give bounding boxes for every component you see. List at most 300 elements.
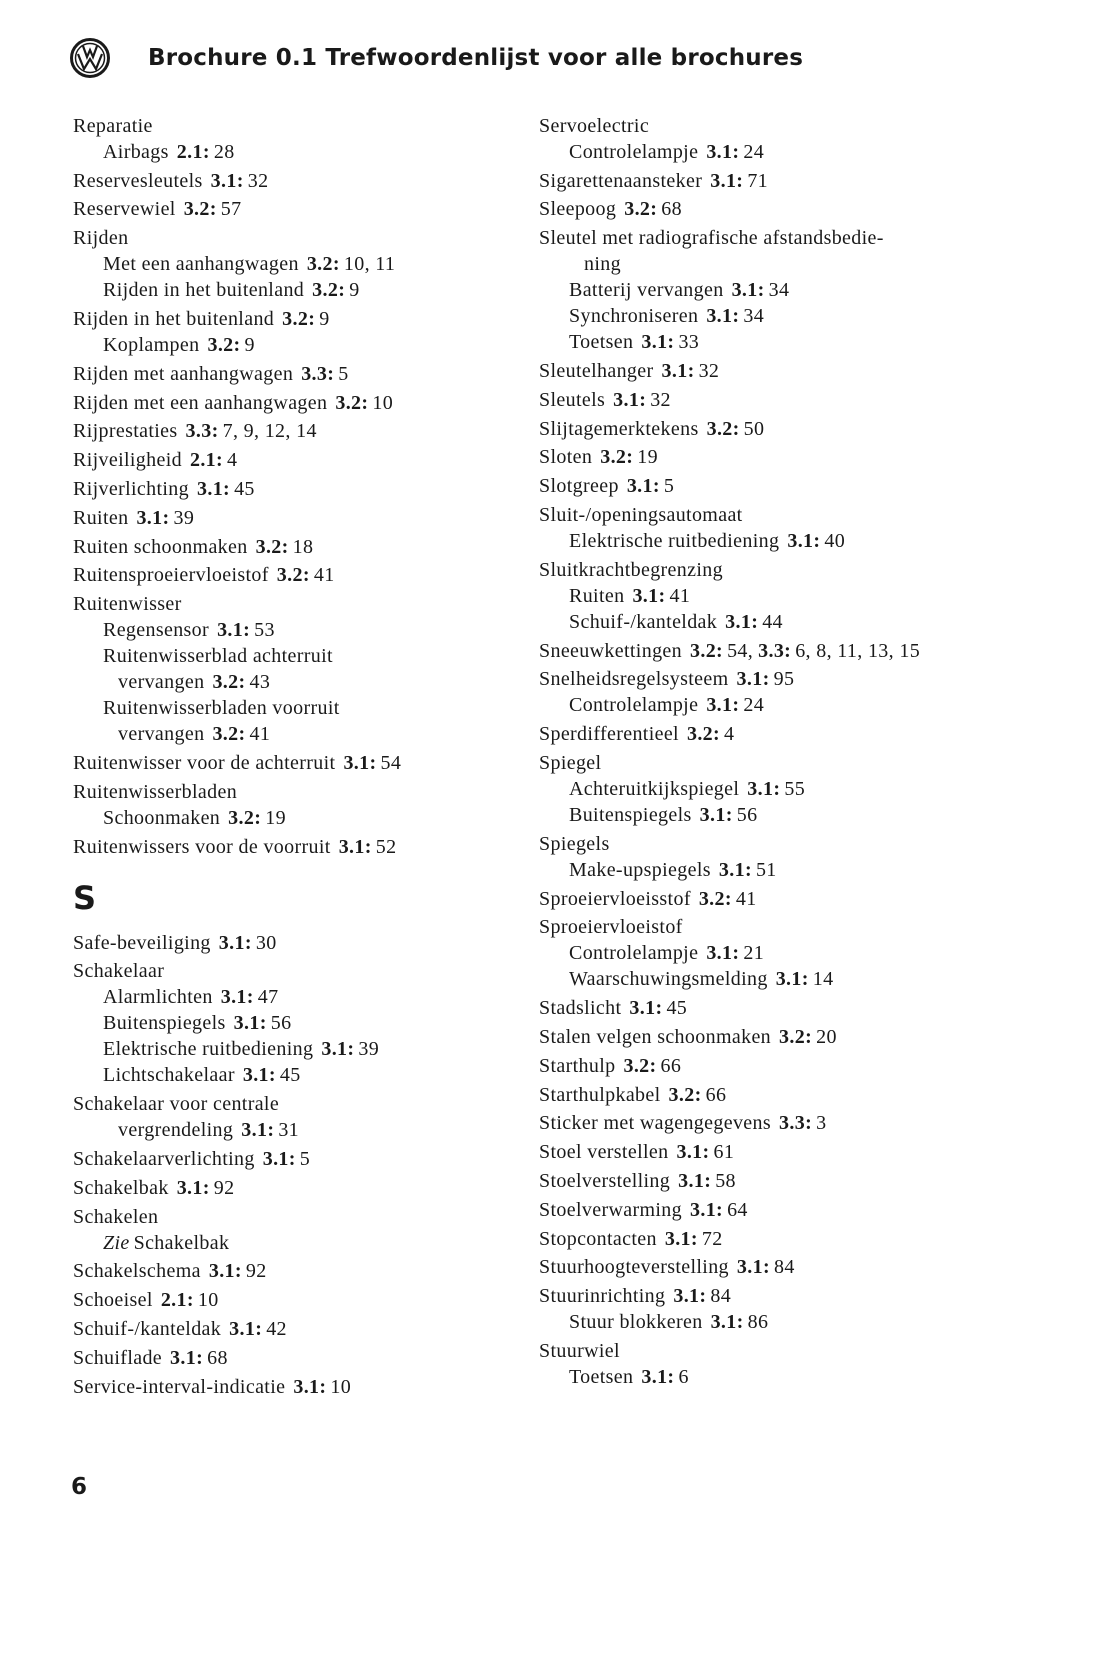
index-entry <box>539 251 999 277</box>
section-reference: 3.2: <box>312 279 346 302</box>
index-entry <box>73 277 513 303</box>
section-reference: 3.2: <box>212 671 246 694</box>
index-term: Starthulpkabel <box>539 1083 661 1106</box>
index-entry <box>73 418 513 444</box>
index-term: Controlelampje <box>569 694 699 717</box>
section-reference: 2.1: <box>160 1289 194 1312</box>
section-reference: 3.1: <box>706 305 740 328</box>
index-term: vervangen <box>118 671 205 694</box>
page-references: 10 <box>197 1289 219 1312</box>
index-term: vergrendeling <box>118 1119 234 1142</box>
page-references: 66 <box>705 1083 727 1106</box>
section-reference: 3.1: <box>664 1227 698 1250</box>
page-references: 40 <box>824 529 846 552</box>
page-references: 57 <box>220 198 242 221</box>
section-reference: 3.1: <box>747 777 781 800</box>
index-term: Stalen velgen schoonmaken <box>539 1025 772 1048</box>
section-reference: 3.1: <box>641 331 675 354</box>
index-entry <box>73 1117 513 1143</box>
index-entry <box>539 528 999 554</box>
section-reference: 3.1: <box>699 803 733 826</box>
section-reference: 3.2: <box>183 198 217 221</box>
index-entry <box>539 557 999 583</box>
index-entry <box>539 1309 999 1335</box>
index-entry <box>73 750 513 776</box>
page-references: 84 <box>710 1285 732 1308</box>
section-reference: 3.1: <box>233 1012 267 1035</box>
section-reference: 3.1: <box>731 279 765 302</box>
index-term: Ruitenwisserbladen <box>73 780 238 803</box>
index-term: Batterij vervangen <box>569 279 724 302</box>
index-term: Sleutelhanger <box>539 359 654 382</box>
index-term: Stoelverwarming <box>539 1198 682 1221</box>
index-term: Stuurhoogteverstelling <box>539 1256 729 1279</box>
index-term: Schoonmaken <box>103 806 221 829</box>
page-references: 20 <box>816 1025 837 1048</box>
index-term: Sticker met wagengegevens <box>539 1112 772 1135</box>
index-entry <box>539 303 999 329</box>
index-entry <box>539 1024 999 1050</box>
index-term: Spiegels <box>539 832 610 855</box>
index-term: Stoelverstelling <box>539 1169 671 1192</box>
section-reference: 3.1: <box>229 1317 263 1340</box>
index-entry <box>73 1091 513 1117</box>
index-entry <box>73 139 513 165</box>
page-references: 39 <box>358 1038 380 1061</box>
section-reference: 3.2: <box>207 333 241 356</box>
section-reference: 2.1: <box>176 140 210 163</box>
page-references: 53 <box>254 619 275 642</box>
index-term: Koplampen <box>103 333 200 356</box>
page-header <box>70 38 803 78</box>
page-references: 19 <box>265 806 286 829</box>
page-references: 28 <box>213 140 235 163</box>
index-entry <box>539 1283 999 1309</box>
page-references: 31 <box>278 1119 300 1142</box>
page-references: 45 <box>234 477 255 500</box>
index-term: Sluit-/openingsautomaat <box>539 503 743 526</box>
index-term: Stuur blokkeren <box>569 1311 703 1334</box>
index-term: Ruitenwisserbladen voorruit <box>103 697 340 720</box>
section-reference: 3.1: <box>629 997 663 1020</box>
index-entry <box>73 591 513 617</box>
index-term: Rijprestaties <box>73 420 178 443</box>
index-entry <box>539 1168 999 1194</box>
page-references: 32 <box>247 169 269 192</box>
page-references: 51 <box>755 858 777 881</box>
index-term: Schakelbak <box>133 1231 230 1254</box>
page-references: 34 <box>743 305 765 328</box>
section-reference: 3.1: <box>710 169 744 192</box>
index-entry <box>539 940 999 966</box>
page-references: 92 <box>213 1176 235 1199</box>
index-term: Ruiten <box>569 584 625 607</box>
index-term: Schakelschema <box>73 1260 201 1283</box>
section-reference: 3.2: <box>212 723 246 746</box>
index-term: Starthulp <box>539 1054 616 1077</box>
section-reference: 3.1: <box>321 1038 355 1061</box>
page-references: 9 <box>244 333 255 356</box>
index-term: Service-interval-indicatie <box>73 1375 286 1398</box>
index-entry <box>539 886 999 912</box>
index-entry <box>539 666 999 692</box>
index-term: Sproeiervloeistof <box>539 916 683 939</box>
index-entry <box>539 329 999 355</box>
page-references: 39 <box>173 506 195 529</box>
index-entry <box>539 776 999 802</box>
index-entry <box>73 113 513 139</box>
index-entry <box>73 306 513 332</box>
index-entry <box>73 447 513 473</box>
index-column-left <box>73 110 513 1400</box>
section-reference: 3.3: <box>758 639 792 662</box>
index-entry <box>539 1364 999 1390</box>
index-term: Buitenspiegels <box>103 1012 226 1035</box>
index-entry <box>539 1139 999 1165</box>
page-references: 21 <box>743 942 765 965</box>
section-reference: 3.2: <box>706 417 740 440</box>
page-references: 64 <box>727 1198 748 1221</box>
index-entry <box>539 277 999 303</box>
index-term: Ruiten <box>73 506 129 529</box>
section-reference: 3.1: <box>736 1256 770 1279</box>
index-term: Elektrische ruitbediening <box>569 529 780 552</box>
index-term: Sneeuwkettingen <box>539 639 682 662</box>
index-term: Sleutel met radiografische afstandsbedie- <box>539 227 884 250</box>
index-entry <box>539 358 999 384</box>
index-entry <box>539 1053 999 1079</box>
page-references: 58 <box>715 1169 736 1192</box>
index-entry <box>73 1175 513 1201</box>
index-term: Buitenspiegels <box>569 803 692 826</box>
index-entry <box>73 196 513 222</box>
section-reference: 3.2: <box>276 564 310 587</box>
index-entry <box>539 444 999 470</box>
section-reference: 3.1: <box>136 506 170 529</box>
index-term: Slijtagemerktekens <box>539 417 699 440</box>
index-term: Regensensor <box>103 619 210 642</box>
index-term: Rijden in het buitenland <box>73 307 275 330</box>
section-reference: 3.1: <box>170 1346 204 1369</box>
index-entry <box>73 930 513 956</box>
index-term: Alarmlichten <box>103 986 213 1009</box>
page-references: 10 <box>372 391 394 414</box>
section-reference: 3.1: <box>626 475 660 498</box>
index-term: Elektrische ruitbediening <box>103 1038 314 1061</box>
index-entry <box>73 958 513 984</box>
index-entry <box>73 779 513 805</box>
index-entry <box>539 609 999 635</box>
index-term: Toetsen <box>569 1365 634 1388</box>
index-term: Sloten <box>539 446 593 469</box>
index-entry <box>539 502 999 528</box>
section-reference: 3.1: <box>725 610 759 633</box>
index-term: Stopcontacten <box>539 1227 657 1250</box>
section-reference: 3.2: <box>600 446 634 469</box>
index-term: Schuif-/kanteldak <box>569 610 718 633</box>
index-term: Schoeisel <box>73 1289 153 1312</box>
page-references: 71 <box>747 169 769 192</box>
index-entry <box>539 857 999 883</box>
index-entry <box>73 1345 513 1371</box>
section-reference: 3.1: <box>678 1169 712 1192</box>
section-reference: 3.2: <box>690 639 724 662</box>
index-entry <box>539 583 999 609</box>
section-reference: 3.2: <box>779 1025 813 1048</box>
page-references: 43 <box>249 671 271 694</box>
page-references: 7, 9, 12, 14 <box>222 420 317 443</box>
page-references: 24 <box>743 140 765 163</box>
section-reference: 3.3: <box>301 362 335 385</box>
index-entry <box>73 1230 513 1256</box>
index-term: Schuiflade <box>73 1346 163 1369</box>
page-references: 9 <box>349 279 360 302</box>
page-references: 5 <box>299 1147 311 1170</box>
index-entry <box>73 225 513 251</box>
index-term: Make-upspiegels <box>569 858 711 881</box>
index-entry <box>73 669 513 695</box>
index-entry <box>73 1287 513 1313</box>
index-term: Schakelaar voor centrale <box>73 1093 280 1116</box>
page-references: 10, 11 <box>343 253 396 276</box>
page-references: 68 <box>661 198 682 221</box>
index-entry <box>539 1254 999 1280</box>
index-term: Sproeiervloeisstof <box>539 887 691 910</box>
page-references: 95 <box>773 668 795 691</box>
page-references: 30 <box>255 931 277 954</box>
section-reference: 3.2: <box>228 806 262 829</box>
index-term: Stuurwiel <box>539 1339 620 1362</box>
index-entry <box>539 1226 999 1252</box>
page-references: 6, 8, 11, 13, 15 <box>795 639 921 662</box>
section-reference: 3.2: <box>668 1083 702 1106</box>
page-references: 9 <box>319 307 330 330</box>
section-reference: 3.1: <box>710 1311 744 1334</box>
page-references: 19 <box>637 446 658 469</box>
index-entry <box>73 834 513 860</box>
page-references: 45 <box>279 1064 301 1087</box>
section-reference: 3.1: <box>690 1198 724 1221</box>
page-references: 72 <box>701 1227 723 1250</box>
index-term: Ruiten schoonmaken <box>73 535 248 558</box>
index-term: Sluitkrachtbegrenzing <box>539 558 723 581</box>
index-term: Sleepoog <box>539 198 617 221</box>
section-reference: 3.1: <box>661 359 695 382</box>
index-entry <box>73 1062 513 1088</box>
section-reference: 3.1: <box>220 986 254 1009</box>
index-entry <box>73 562 513 588</box>
index-term: Ruitenwisserblad achterruit <box>103 645 333 668</box>
index-term: Achteruitkijkspiegel <box>569 777 740 800</box>
index-entry <box>73 168 513 194</box>
section-reference: 3.1: <box>641 1365 675 1388</box>
index-term: Rijden <box>73 227 129 250</box>
index-entry <box>73 1036 513 1062</box>
section-reference: 3.2: <box>335 391 369 414</box>
page-references: 3 <box>816 1112 827 1135</box>
index-entry <box>539 802 999 828</box>
index-entry <box>539 387 999 413</box>
index-entry <box>73 476 513 502</box>
page-references: 33 <box>678 331 700 354</box>
page-references: 14 <box>812 968 834 991</box>
page-references: 44 <box>762 610 783 633</box>
section-reference: 3.2: <box>255 535 289 558</box>
section-reference: 3.1: <box>262 1147 296 1170</box>
index-entry <box>73 332 513 358</box>
section-reference: 3.2: <box>624 198 658 221</box>
page-references: 34 <box>768 279 790 302</box>
section-reference: 3.1: <box>775 968 809 991</box>
index-entry <box>539 1338 999 1364</box>
section-reference: 3.1: <box>343 751 377 774</box>
page-references: 5 <box>663 475 675 498</box>
page-references: 41 <box>249 723 271 746</box>
page-references: 84 <box>773 1256 795 1279</box>
index-term: Reservesleutels <box>73 169 203 192</box>
index-entry <box>73 390 513 416</box>
index-term: Rijveiligheid <box>73 449 182 472</box>
index-entry <box>539 196 999 222</box>
page-references: 92 <box>245 1260 267 1283</box>
index-term: Rijden in het buitenland <box>103 279 305 302</box>
section-reference: 2.1: <box>189 449 224 472</box>
index-entry <box>73 1146 513 1172</box>
page-references: 4 <box>227 449 238 472</box>
index-entry <box>539 1082 999 1108</box>
page-references: 18 <box>292 535 314 558</box>
index-term: Synchroniseren <box>569 305 699 328</box>
page-references: 56 <box>736 803 758 826</box>
section-reference: 3.2: <box>623 1054 657 1077</box>
index-term: Servoelectric <box>539 114 650 137</box>
index-term: Ruitenwissers voor de voorruit <box>73 835 331 858</box>
index-entry <box>73 1258 513 1284</box>
section-letter: S <box>73 878 97 917</box>
index-entry <box>539 139 999 165</box>
index-entry <box>73 505 513 531</box>
section-reference: 3.1: <box>718 858 752 881</box>
index-term: Stoel verstellen <box>539 1141 669 1164</box>
index-entry <box>73 984 513 1010</box>
page-references: 42 <box>266 1317 287 1340</box>
index-term: Sigarettenaansteker <box>539 169 703 192</box>
section-reference: 3.1: <box>632 584 666 607</box>
index-term: Rijden met aanhangwagen <box>73 362 294 385</box>
index-term: Slotgreep <box>539 475 619 498</box>
page-references: 41 <box>669 584 691 607</box>
index-column-right <box>539 110 999 1390</box>
index-term: Met een aanhangwagen <box>103 253 299 276</box>
index-term: Schakelaarverlichting <box>73 1147 255 1170</box>
index-entry <box>539 966 999 992</box>
index-entry <box>539 1197 999 1223</box>
index-term: Spiegel <box>539 751 602 774</box>
page-number: 6 <box>71 1474 88 1500</box>
page-references: 41 <box>735 887 757 910</box>
index-entry <box>539 692 999 718</box>
page-references: 68 <box>207 1346 228 1369</box>
page-references: 32 <box>650 388 671 411</box>
index-entry <box>539 914 999 940</box>
page-references: 45 <box>666 997 688 1020</box>
index-entry <box>73 695 513 721</box>
page-references: 32 <box>698 359 720 382</box>
page-references: 41 <box>313 564 335 587</box>
index-entry <box>73 1316 513 1342</box>
index-term: Snelheidsregelsysteem <box>539 668 729 691</box>
index-entry <box>539 416 999 442</box>
section-reference: 3.2: <box>698 887 732 910</box>
index-term: Safe-beveiliging <box>73 931 211 954</box>
index-term: Stadslicht <box>539 997 622 1020</box>
index-term: Lichtschakelaar <box>103 1064 235 1087</box>
page-references: 55 <box>784 777 806 800</box>
index-entry <box>73 1204 513 1230</box>
index-entry <box>539 721 999 747</box>
index-entry <box>539 113 999 139</box>
index-entry <box>539 1110 999 1136</box>
section-reference: 3.1: <box>338 835 372 858</box>
index-entry <box>73 534 513 560</box>
section-reference: 3.1: <box>613 388 647 411</box>
section-reference: 3.1: <box>217 619 251 642</box>
page-references: 86 <box>747 1311 769 1334</box>
page-references: 56 <box>270 1012 292 1035</box>
index-entry <box>539 638 999 664</box>
index-term: Sperdifferentieel <box>539 723 679 746</box>
section-reference: 3.2: <box>282 307 316 330</box>
page-references: 47 <box>257 986 279 1009</box>
index-term: Controlelampje <box>569 942 699 965</box>
page-references: 5 <box>338 362 349 385</box>
index-entry <box>73 721 513 747</box>
section-reference: 3.1: <box>197 477 231 500</box>
index-term: vervangen <box>118 723 205 746</box>
index-term: Rijverlichting <box>73 477 189 500</box>
section-reference: 3.2: <box>686 723 721 746</box>
page-references: 6 <box>678 1365 689 1388</box>
index-term: Airbags <box>103 140 169 163</box>
index-term: Reparatie <box>73 114 153 137</box>
page-references: 4 <box>724 723 735 746</box>
index-entry <box>539 750 999 776</box>
index-entry <box>539 225 999 251</box>
index-entry <box>73 1374 513 1400</box>
index-entry <box>539 168 999 194</box>
index-term: Ruitensproeiervloeistof <box>73 564 269 587</box>
index-term: Schakelbak <box>73 1176 169 1199</box>
page-references: 61 <box>713 1141 735 1164</box>
index-term: Controlelampje <box>569 140 699 163</box>
index-entry <box>539 995 999 1021</box>
index-term: Waarschuwingsmelding <box>569 968 768 991</box>
index-term: Ruitenwisser <box>73 593 182 616</box>
index-term: Toetsen <box>569 331 634 354</box>
section-reference: 3.1: <box>293 1375 327 1398</box>
section-reference: 3.1: <box>676 1141 710 1164</box>
vw-logo-icon <box>70 38 110 78</box>
see-reference-label: Zie <box>103 1231 130 1254</box>
page-references: 66 <box>660 1054 682 1077</box>
section-reference: 3.3: <box>185 420 219 443</box>
page-references: 52 <box>375 835 397 858</box>
index-term: Sleutels <box>539 388 606 411</box>
index-entry <box>539 473 999 499</box>
section-reference: 3.1: <box>242 1064 276 1087</box>
section-reference: 3.1: <box>787 529 821 552</box>
index-term: Ruitenwisser voor de achterruit <box>73 751 336 774</box>
